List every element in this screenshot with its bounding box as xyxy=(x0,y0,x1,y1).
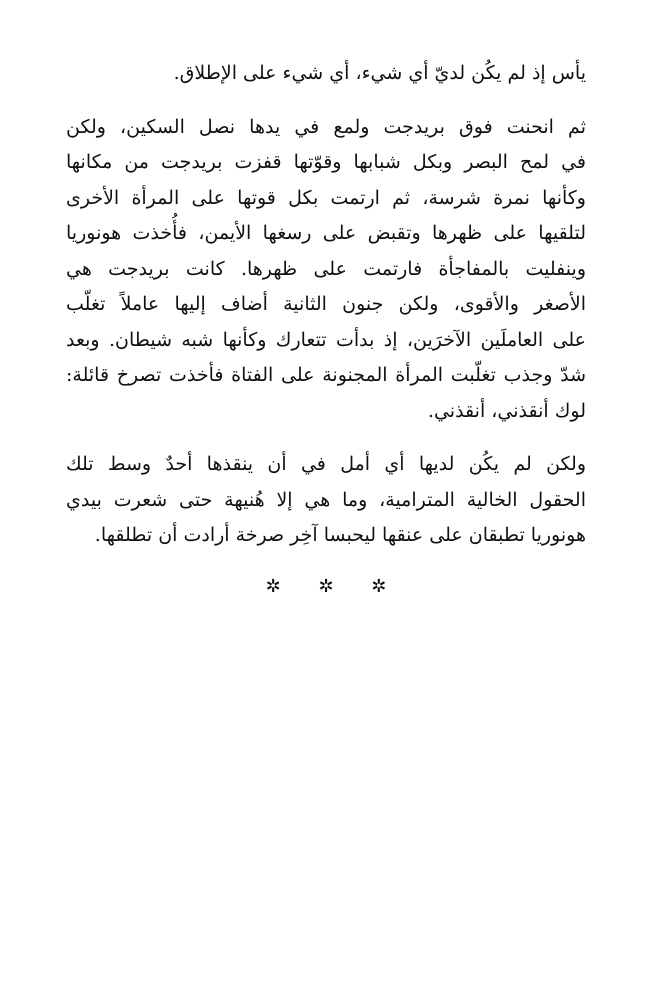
text-line: في لمح البصر وبكل شبابها وقوّتها قفزت بريدجت من مكانها xyxy=(66,151,586,173)
text-line: شدّ وجذب تغلّبت المرأة المجنونة على الفتاة فأخذت تصرخ قائلة: xyxy=(66,364,586,386)
paragraph-gap xyxy=(66,429,586,447)
text-line: يأس إذ لم يكُن لديّ أي شيء، أي شيء على الإطلاق. xyxy=(173,62,586,84)
paragraph-gap xyxy=(66,92,586,110)
paragraph-2 xyxy=(66,110,586,430)
paragraph-3 xyxy=(66,447,586,554)
text-line: الأصغر والأقوى، ولكن جنون الثانية أضاف إليها عاملاً تغلّب xyxy=(66,293,586,315)
text-line: ولكن لم يكُن لديها أي أمل في أن ينقذها أحدٌ وسط تلك xyxy=(66,453,586,475)
text-line: لوك أنقذني، أنقذني. xyxy=(427,399,586,422)
book-page xyxy=(66,56,586,597)
text-line: على العاملَين الآخرَين، إذ بدأت تتعارك وكأنها شبه شيطان. وبعد xyxy=(66,328,586,351)
text-line: وينفليت بالمفاجأة فارتمت على ظهرها. كانت بريدجت هي xyxy=(66,257,586,280)
text-line: الحقول الخالية المترامية، وما هي إلا هُنيهة حتى شعرت بيدي xyxy=(66,488,586,511)
text-line: هونوريا تطبقان على عنقها ليحبسا آخِر صرخة أرادت أن تطلقها. xyxy=(94,524,586,546)
text-line: لتلقيها على ظهرها وتقبض على رسغها الأيمن، فأُخذت هونوريا xyxy=(66,222,586,244)
text-line: وكأنها نمرة شرسة، ثم ارتمت بكل قوتها على المرأة الأخرى xyxy=(66,186,586,209)
text-line: ثم انحنت فوق بريدجت ولمع في يدها نصل السكين، ولكن xyxy=(66,115,586,138)
section-separator: ✲ ✲ ✲ xyxy=(265,575,403,597)
paragraph-1 xyxy=(66,56,586,92)
